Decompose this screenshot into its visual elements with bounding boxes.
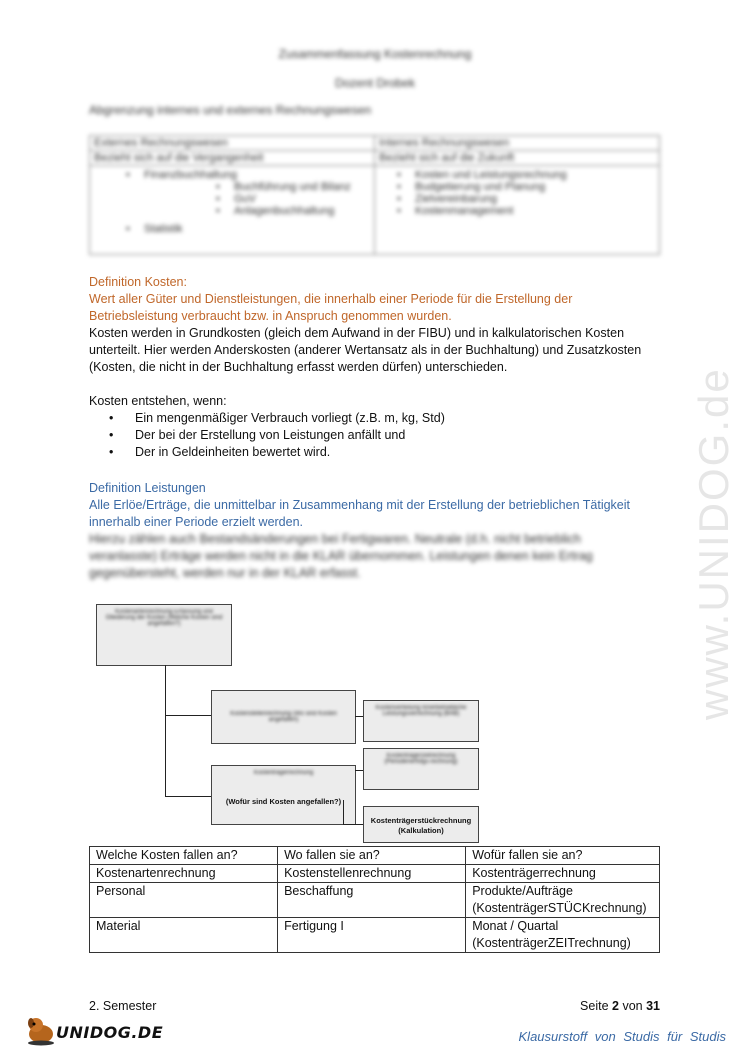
leistungen-def-line: Alle Erlöe/Erträge, die unmittelbar in Zusammenhang mit der Erstellung der betrieblichen Tätigkeit [89, 498, 631, 512]
compare-left-extra: • Statistik [144, 223, 370, 235]
footer-page [560, 999, 660, 1013]
page-total: 31 [646, 999, 660, 1013]
kosten-bullet: • Der in Geldeinheiten bewertet wird. [135, 444, 659, 461]
diagram-box-kostenstellen: Kostenstellenrechnung (Wo sind Kosten angefallen) [211, 690, 356, 744]
kosten-text-line: Kosten werden in Grundkosten (gleich dem Aufwand in der FIBU) und in kalkulatorischen Kosten [89, 326, 625, 340]
doc-title: Zusammenfassung Kostenrechnung [278, 47, 472, 61]
logo-text: UNIDOG.DE [56, 1023, 164, 1042]
diagram-connector [355, 770, 363, 771]
watermark: www.UNIDOG.de [690, 367, 737, 720]
table-cell: Beschaffung [278, 883, 466, 918]
compare-table [89, 135, 660, 255]
table-header-row [90, 847, 660, 865]
compare-left-item: • Buchführung und Bilanz [234, 181, 370, 193]
kosten-table [89, 846, 660, 953]
table-header: Wo fallen sie an? [278, 847, 466, 865]
table-header: Welche Kosten fallen an? [90, 847, 278, 865]
page-prefix: Seite [580, 999, 609, 1013]
kosten-text-line: (Kosten, die nicht in der Buchhaltung erfasst werden dürfen) unterschieden. [89, 360, 508, 374]
footer-tagline: Klausurstoff von Studis für Studis [518, 1029, 726, 1044]
diagram-stueck-line: Kostenträgerstückrechnung [370, 816, 472, 825]
table-cell: Produkte/Aufträge (KostenträgerSTÜCKrechnung) [466, 883, 660, 918]
table-cell: Kostenartenrechnung [90, 865, 278, 883]
table-row [90, 865, 660, 883]
diagram-connector [165, 715, 211, 716]
kosten-bullet: • Der bei der Erstellung von Leistungen anfällt und [135, 427, 659, 444]
diagram-stueck-line: (Kalkulation) [398, 826, 444, 835]
diagram-box-kostentraeger: Kostenträgerrechnung (Wofür sind Kosten angefallen?) [211, 765, 356, 825]
compare-right-item: • Kostenmanagement [415, 205, 655, 217]
diagram-box-zeitrechnung: Kostenträgerzeitrechnung (Periodenerfolgs-rechnung) [363, 748, 479, 790]
page-sep: von [622, 999, 643, 1013]
compare-right-item: • Zielvereinbarung [415, 193, 655, 205]
leistungen-def-line: innerhalb einer Periode erzielt werden. [89, 515, 304, 529]
leistungen-blur-line: Hierzu zählen auch Bestandsänderungen bei Fertigwaren. Neutrale (d.h. nicht betrieblich [89, 532, 581, 546]
leistungen-section [89, 480, 659, 582]
unidog-logo [24, 1013, 164, 1049]
compare-left-main: • Finanzbuchhaltung [144, 169, 370, 181]
leistungen-blur-line: gegenübersteht, werden nur in der KLAR erfasst. [89, 566, 361, 580]
table-cell: Monat / Quartal (KostenträgerZEITrechnung) [466, 918, 660, 953]
kosten-entstehen: Kosten entstehen, wenn: [89, 394, 227, 408]
kosten-section [89, 274, 659, 461]
diagram-box-kostenarten: Kostenartenrechnung Erfassung und Gliederung der Kosten (Welche Kosten sind angefallen?) [96, 604, 232, 666]
diagram-connector [355, 716, 363, 717]
diagram-box-kostenverteilung: Kostenverteilung Innerbetriebliche Leistungsverrechnung (BAB) [363, 700, 479, 742]
compare-right-item: • Kosten und Leistungsrechnung [415, 169, 655, 181]
table-header: Wofür fallen sie an? [466, 847, 660, 865]
compare-right-item: • Budgetierung und Planung [415, 181, 655, 193]
doc-lecturer: Dozent Drobek [334, 76, 416, 90]
table-cell: Personal [90, 883, 278, 918]
table-row [90, 918, 660, 953]
diagram-box-stueckrechnung [363, 806, 479, 843]
compare-head-left: Externes Rechnungswesen [90, 136, 375, 151]
compare-left-item: • GuV [234, 193, 370, 205]
diagram-connector [343, 824, 363, 825]
compare-sub-left: Bezieht sich auf die Vergangenheit [90, 151, 375, 166]
compare-sub-right: Bezieht sich auf die Zukunft [375, 151, 660, 166]
compare-head-right: Internes Rechnungswesen [375, 136, 660, 151]
diagram-connector [165, 665, 166, 797]
diagram-traeger-label: (Wofür sind Kosten angefallen?) [225, 797, 342, 806]
footer-semester: 2. Semester [89, 999, 157, 1013]
kosten-heading: Definition Kosten: [89, 275, 187, 289]
table-cell: Kostenstellenrechnung [278, 865, 466, 883]
diagram-connector [165, 796, 211, 797]
compare-left-item: • Anlagenbuchhaltung [234, 205, 370, 217]
table-cell: Material [90, 918, 278, 953]
table-row [90, 883, 660, 918]
section-title: Abgrenzung internes und externes Rechnungswesen [89, 103, 372, 117]
table-cell: Fertigung I [278, 918, 466, 953]
table-cell: Kostenträgerrechnung [466, 865, 660, 883]
diagram-connector [343, 800, 344, 825]
kosten-def-line: Wert aller Güter und Dienstleistungen, die innerhalb einer Periode für die Erstellung der [89, 292, 573, 306]
kosten-def-line: Betriebsleistung verbraucht bzw. in Anspruch genommen wurden. [89, 309, 452, 323]
page-current: 2 [612, 999, 619, 1013]
kosten-bullet: • Ein mengenmäßiger Verbrauch vorliegt (z.B. m, kg, Std) [135, 410, 659, 427]
leistungen-blur-line: veranlasste) Erträge werden nicht in die KLAR übernommen. Leistungen denen kein Ertrag [89, 549, 593, 563]
dog-icon [24, 1013, 58, 1047]
kosten-text-line: unterteilt. Hier werden Anderskosten (anderer Wertansatz als in der Buchhaltung) und Zusatzkosten [89, 343, 642, 357]
leistungen-heading: Definition Leistungen [89, 481, 206, 495]
